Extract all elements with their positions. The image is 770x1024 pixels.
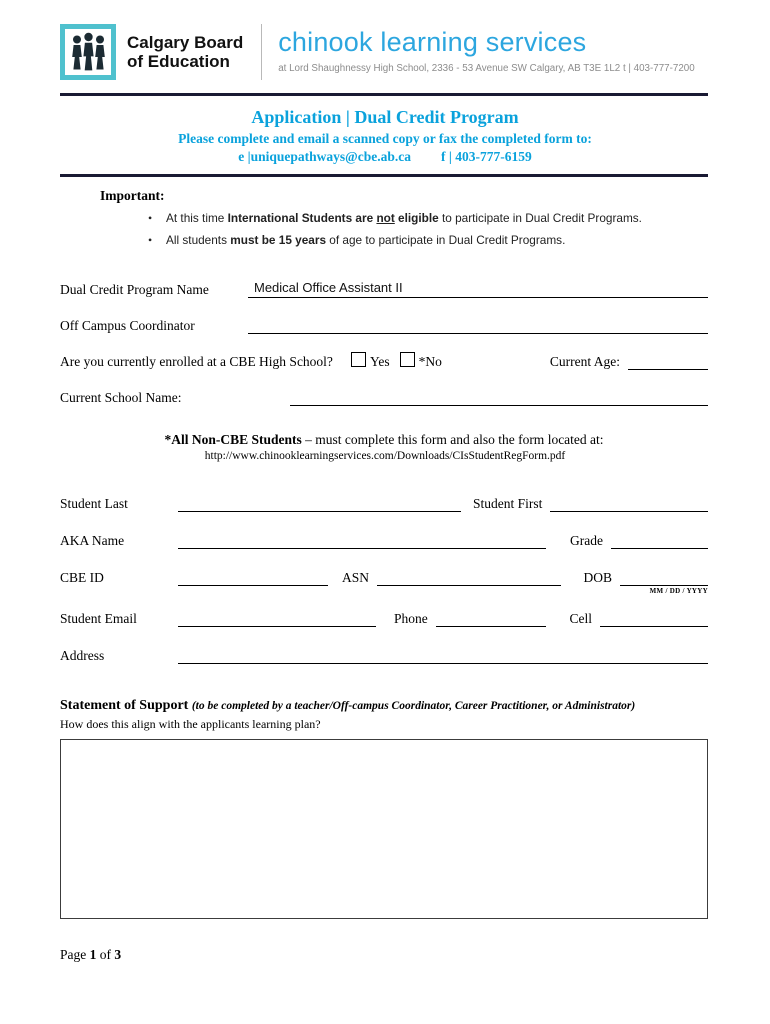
aka-name-label: AKA Name — [60, 532, 125, 548]
grade-label: Grade — [570, 532, 603, 548]
statement-of-support-heading — [60, 698, 708, 714]
contact-line — [0, 149, 770, 165]
header-rule — [60, 93, 708, 96]
grade-field[interactable] — [611, 529, 708, 549]
email-prefix: e | — [238, 149, 251, 164]
cell-label: Cell — [569, 610, 592, 626]
non-cbe-note — [60, 432, 708, 448]
student-last-label: Student Last — [60, 495, 128, 511]
instruction-line: Please complete and email a scanned copy or fax the completed form to: — [178, 131, 592, 146]
contact-row — [60, 607, 708, 627]
footer-page-number: 1 — [89, 946, 97, 962]
bullet1-bold-after: eligible — [394, 210, 439, 225]
cbe-id-label: CBE ID — [60, 569, 104, 585]
bullet-text — [166, 211, 642, 226]
bullet1-underlined: not — [376, 210, 395, 225]
email-link[interactable]: uniquepathways@cbe.ab.ca — [250, 149, 411, 164]
footer-page-word: Page — [60, 946, 90, 962]
coordinator-row — [60, 314, 708, 334]
asn-label: ASN — [342, 569, 370, 585]
cbe-id-field[interactable] — [178, 566, 328, 586]
fax-number: f | 403-777-6159 — [440, 149, 532, 164]
coordinator-label: Off Campus Coordinator — [60, 317, 195, 333]
non-cbe-note-rest: – must complete this form and also the form located at: — [301, 431, 604, 447]
intro-rule — [60, 174, 708, 177]
dob-format-hint: MM / DD / YYYY — [649, 586, 708, 595]
no-checkbox[interactable] — [400, 352, 415, 367]
aka-name-field[interactable] — [178, 529, 546, 549]
student-first-label: Student First — [473, 495, 543, 511]
address-row — [60, 644, 708, 664]
yes-label: Yes — [369, 353, 390, 369]
program-name-label: Dual Credit Program Name — [60, 281, 209, 297]
student-email-label: Student Email — [60, 610, 137, 626]
org-name-line2: of Education — [127, 52, 230, 72]
aka-grade-row — [60, 529, 708, 549]
support-question: How does this align with the applicants learning plan? — [60, 716, 321, 731]
bullet-age-requirement — [148, 233, 700, 248]
important-heading: Important: — [100, 187, 165, 203]
school-name-row — [60, 386, 708, 406]
current-age-field[interactable] — [628, 350, 708, 370]
footer-of-word: of — [96, 946, 115, 962]
registration-form-url[interactable]: http://www.chinooklearningservices.com/Downloads/CIsStudentRegForm.pdf — [204, 449, 566, 462]
header — [0, 0, 770, 80]
bullet2-bold: must be 15 years — [230, 232, 327, 247]
current-age-label: Current Age: — [549, 353, 620, 369]
support-heading-main: Statement of Support — [60, 697, 192, 713]
address-field[interactable] — [178, 644, 708, 664]
phone-field[interactable] — [436, 607, 546, 627]
cell-field[interactable] — [600, 607, 708, 627]
program-name-row — [60, 278, 708, 298]
coordinator-field[interactable] — [248, 314, 708, 334]
bullet2-pre: All students — [166, 232, 231, 247]
school-name-label: Current School Name: — [60, 389, 182, 405]
header-divider — [261, 24, 262, 80]
support-heading-note: (to be completed by a teacher/Off-campus Coordinator, Career Practitioner, or Administrator) — [191, 699, 636, 712]
student-email-field[interactable] — [178, 607, 376, 627]
address-label: Address — [60, 647, 105, 663]
phone-label: Phone — [394, 610, 428, 626]
org-name — [127, 24, 243, 71]
yes-checkbox[interactable] — [351, 352, 366, 367]
org-name-line1: Calgary Board — [127, 33, 244, 52]
id-row — [60, 566, 708, 595]
footer-total-pages: 3 — [114, 946, 122, 962]
cbe-logo-icon — [60, 24, 116, 80]
asn-field[interactable] — [377, 566, 561, 586]
brand-block — [278, 24, 694, 74]
bullet2-post: of age to participate in Dual Credit Programs. — [326, 232, 566, 247]
enrolled-question: Are you currently enrolled at a CBE High School? — [60, 353, 333, 369]
program-name-field[interactable] — [248, 278, 708, 298]
bullet-icon: • — [148, 210, 153, 225]
program-name-value: Medical Office Assistant II — [254, 279, 403, 295]
page-footer — [60, 947, 708, 963]
bullet1-post: to participate in Dual Credit Programs. — [438, 210, 642, 225]
dob-field-group — [620, 566, 708, 595]
non-cbe-note-bold: *All Non-CBE Students — [164, 431, 302, 447]
student-first-field[interactable] — [550, 492, 708, 512]
student-last-field[interactable] — [178, 492, 461, 512]
statement-textarea[interactable] — [60, 739, 708, 919]
bullet1-bold: International Students are — [227, 210, 377, 225]
bullet-icon: • — [148, 232, 153, 247]
school-name-field[interactable] — [290, 386, 708, 406]
dob-field[interactable] — [620, 566, 708, 586]
bullet1-pre: At this time — [166, 210, 228, 225]
dob-label: DOB — [583, 569, 612, 585]
brand-address: at Lord Shaughnessy High School, 2336 - 53 Avenue SW Calgary, AB T3E 1L2 t | 403-777-7200 — [278, 63, 695, 74]
bullet-text — [166, 233, 565, 248]
enrolled-row — [60, 350, 708, 370]
page-title: Application | Dual Credit Program — [251, 107, 519, 127]
no-label: *No — [418, 353, 442, 369]
name-row — [60, 492, 708, 512]
brand-title: chinook learning services — [278, 27, 587, 57]
bullet-international-students — [148, 211, 700, 226]
